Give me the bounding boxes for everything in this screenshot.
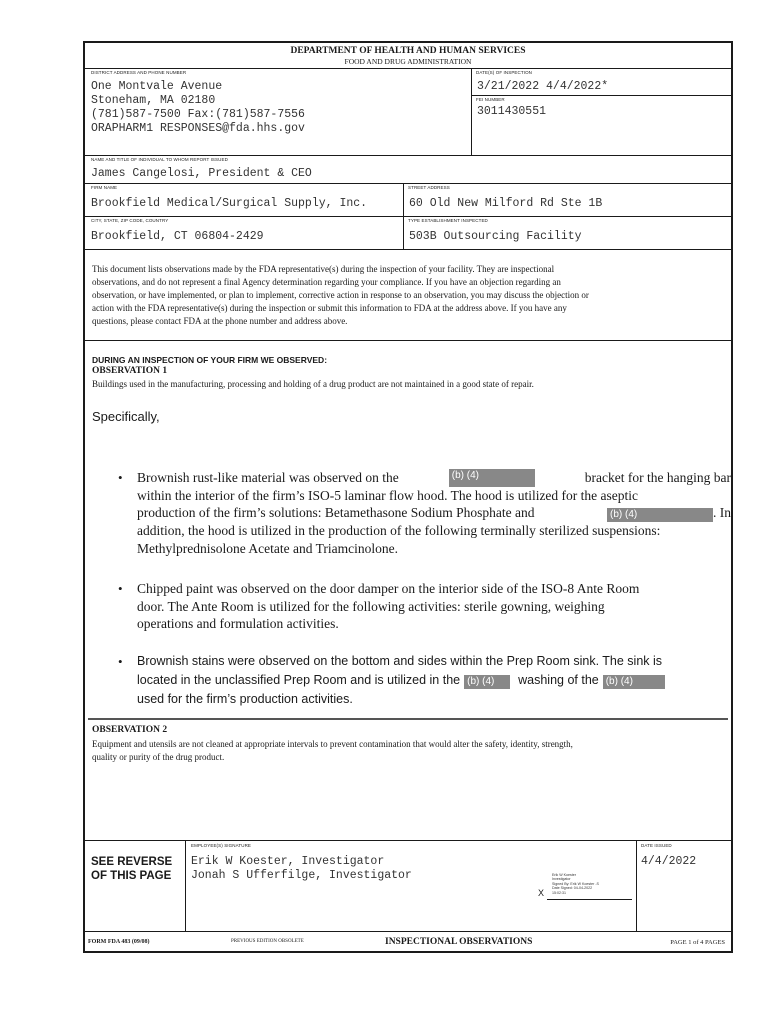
city-label: CITY, STATE, ZIP CODE, COUNTRY — [91, 218, 169, 223]
firm-name: Brookfield Medical/Surgical Supply, Inc. — [91, 197, 368, 210]
bullet-1-line: within the interior of the firm’s ISO-5 laminar flow hood. The hood is utilized for the aseptic — [137, 487, 639, 503]
stamp-line: Investigator — [552, 877, 571, 882]
observation-2-line: Equipment and utensils are not cleaned at appropriate intervals to prevent contamination that would alter the safety, identity, strength, — [92, 739, 573, 749]
bullet-3 — [137, 652, 731, 709]
intro-line: questions, please contact FDA at the phone number and address above. — [92, 316, 348, 326]
form-number: FORM FDA 483 (09/08) — [88, 939, 150, 945]
date-issued: 4/4/2022 — [641, 855, 697, 868]
observation-2-text — [92, 738, 573, 763]
district-line-1: One Montvale Avenue — [91, 80, 223, 93]
bullet-1-part: . In — [713, 505, 731, 520]
divider — [88, 718, 728, 720]
recipient-label: NAME AND TITLE OF INDIVIDUAL TO WHOM REPORT ISSUED — [91, 157, 228, 162]
bullet-1-line: Methylprednisolone Acetate and Triamcinolone. — [137, 540, 398, 556]
intro-line: observation, or have implemented, or plan to implement, corrective action in response to an observation, you may discuss the objection or — [92, 290, 589, 300]
bullet-2-line: operations and formulation activities. — [137, 616, 339, 631]
type-label: TYPE ESTABLISHMENT INSPECTED — [408, 218, 488, 223]
bullet-1-line: addition, the hood is utilized in the production of the following terminally sterilized suspensions: — [137, 523, 661, 538]
date-issued-label: DATE ISSUED — [641, 843, 672, 848]
street-address: 60 Old New Milford Rd Ste 1B — [409, 197, 603, 210]
bullet-3-part: located in the unclassified Prep Room and is utilized in the — [137, 673, 461, 687]
observation-1-title: OBSERVATION 1 — [92, 366, 168, 376]
firm-name-label: FIRM NAME — [91, 185, 118, 190]
divider — [85, 340, 731, 341]
district-line-4: ORAPHARM1 RESPONSES@fda.hhs.gov — [91, 122, 305, 135]
dates-label: DATE(S) OF INSPECTION — [476, 70, 533, 75]
bullet-dot: • — [118, 470, 123, 485]
fda-483-form — [83, 41, 733, 953]
agency-title: FOOD AND DRUG ADMINISTRATION — [344, 57, 472, 66]
observation-2-title: OBSERVATION 2 — [92, 725, 168, 735]
obsolete-note: PREVIOUS EDITION OBSOLETE — [231, 939, 304, 944]
redaction-block: (b) (4) — [607, 508, 713, 522]
district-line-3: (781)587-7500 Fax:(781)587-7556 — [91, 108, 305, 121]
fei-number: 3011430551 — [477, 105, 547, 118]
bullet-1-part: Brownish rust-like material was observed on the — [137, 470, 399, 485]
digital-signature-stamp — [552, 873, 599, 895]
bullet-1 — [137, 469, 731, 557]
redaction-block: (b) (4) — [464, 675, 510, 689]
form-title: INSPECTIONAL OBSERVATIONS — [385, 937, 533, 947]
bullet-3-line: used for the firm’s production activities. — [137, 692, 353, 706]
stamp-line: Date Signed: 04-04-2022 — [552, 886, 593, 891]
signature-line — [547, 899, 632, 900]
divider — [85, 183, 731, 184]
observation-1-text: Buildings used in the manufacturing, processing and holding of a drug product are not maintained in a good state of repair. — [92, 379, 534, 389]
employee-signature-label: EMPLOYEE(S) SIGNATURE — [191, 843, 252, 848]
establishment-type: 503B Outsourcing Facility — [409, 230, 582, 243]
intro-line: action with the FDA representative(s) during the inspection or submit this information to FDA at the address above. If you have any — [92, 303, 567, 313]
bullet-dot: • — [118, 581, 123, 596]
divider — [185, 840, 186, 931]
recipient-name: James Cangelosi, President & CEO — [91, 167, 312, 180]
divider — [85, 840, 731, 841]
bullet-1-part: bracket for the hanging bar — [584, 470, 731, 485]
district-line-2: Stoneham, MA 02180 — [91, 94, 216, 107]
employee-2: Jonah S Ufferfilge, Investigator — [191, 869, 412, 882]
intro-paragraph — [92, 263, 728, 328]
inspection-dates: 3/21/2022 4/4/2022* — [477, 80, 609, 93]
stamp-line: Erik W Koester — [552, 873, 576, 877]
divider — [85, 155, 731, 156]
divider — [85, 931, 731, 932]
bullet-2 — [137, 580, 731, 633]
fei-label: FEI NUMBER — [476, 97, 505, 102]
divider — [85, 249, 731, 250]
stamp-line: Signed By: Erik W Koester -S — [552, 881, 599, 886]
stamp-line: 15:02:31 — [552, 890, 566, 895]
employee-1: Erik W Koester, Investigator — [191, 855, 385, 868]
divider — [85, 68, 731, 69]
signature-x-mark: X — [538, 888, 545, 898]
see-reverse-note — [91, 855, 172, 883]
bullet-1-part: production of the firm’s solutions: Betamethasone Sodium Phosphate and — [137, 505, 535, 520]
intro-line: observations, and do not represent a final Agency determination regarding your compliance. If you have an objection regarding an — [92, 277, 561, 287]
see-reverse-line: SEE REVERSE — [91, 856, 173, 868]
divider — [636, 840, 637, 931]
divider — [85, 216, 731, 217]
bullet-2-line: door. The Ante Room is utilized for the following activities: sterile gowning, weighing — [137, 598, 605, 614]
page-indicator: PAGE 1 of 4 PAGES — [670, 939, 725, 946]
district-label: DISTRICT ADDRESS AND PHONE NUMBER — [91, 70, 187, 75]
observations-heading: DURING AN INSPECTION OF YOUR FIRM WE OBSERVED: — [92, 355, 328, 365]
divider — [471, 68, 472, 155]
bullet-3-part: washing of the — [518, 673, 599, 687]
see-reverse-line: OF THIS PAGE — [91, 870, 172, 882]
redaction-block: (b) (4) — [449, 469, 535, 487]
department-title: DEPARTMENT OF HEALTH AND HUMAN SERVICES — [290, 46, 526, 56]
bullet-3-line: Brownish stains were observed on the bottom and sides within the Prep Room sink. The sink is — [137, 654, 663, 668]
city-state-zip: Brookfield, CT 06804-2429 — [91, 230, 264, 243]
redaction-block: (b) (4) — [603, 675, 665, 689]
street-label: STREET ADDRESS — [408, 185, 450, 190]
divider — [471, 95, 731, 96]
specifically-label: Specifically, — [92, 409, 160, 424]
observation-2-line: quality or purity of the drug product. — [92, 751, 225, 762]
bullet-2-line: Chipped paint was observed on the door damper on the interior side of the ISO-8 Ante Room — [137, 581, 640, 596]
bullet-dot: • — [118, 654, 123, 669]
intro-line: This document lists observations made by the FDA representative(s) during the inspection of your facility. They are inspectional — [92, 264, 555, 274]
